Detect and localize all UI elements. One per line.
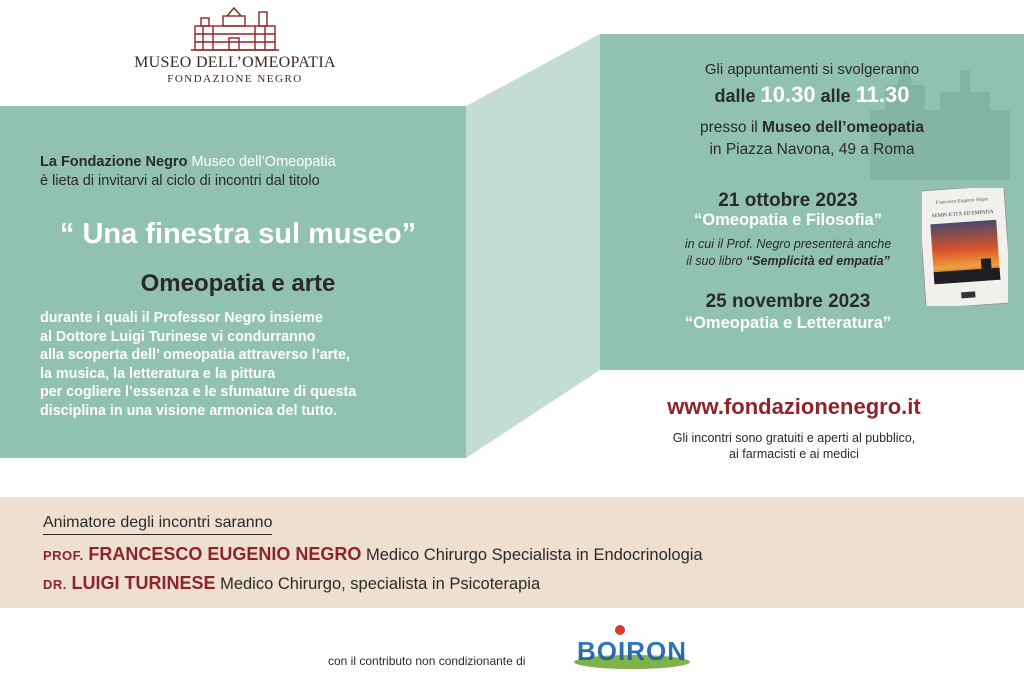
venue-address: in Piazza Navona, 49 a Roma <box>709 141 915 158</box>
book-author: Francesco Eugenio Negro <box>935 197 989 206</box>
description-line: al Dottore Luigi Turinese vi condurranno <box>40 328 316 345</box>
event-series-subtitle: Omeopatia e arte <box>140 270 336 297</box>
description-line: la musica, la letteratura e la pittura <box>40 365 276 382</box>
presenter-2-role: Medico Chirurgo, specialista in Psicoterapia <box>215 575 541 593</box>
boiron-wordmark: BOIRON <box>577 636 687 666</box>
event1-title: “Omeopatia e Filosofia” <box>694 211 882 229</box>
time-to-label: alle <box>815 86 856 106</box>
boiron-logo <box>570 622 694 672</box>
sponsor-note: con il contributo non condizionante di <box>328 654 526 668</box>
logo-title: MUSEO DELL’OMEOPATIA <box>134 54 336 71</box>
event1-note: in cui il Prof. Negro presenterà anche <box>684 237 892 251</box>
description-line: disciplina in una visione armonica del tutto. <box>40 402 338 419</box>
presenter-1-title: PROF. <box>43 548 84 563</box>
description-body <box>40 309 460 421</box>
book-note-prefix: il suo libro <box>686 254 746 268</box>
schedule-intro: Gli appuntamenti si svolgeranno <box>704 61 920 78</box>
book-cover-image <box>922 188 1008 306</box>
venue-line <box>600 119 1024 137</box>
presenter-1-name: FRANCESCO EUGENIO NEGRO <box>88 544 362 564</box>
website-link[interactable]: www.fondazionenegro.it <box>667 394 921 419</box>
presenter-1 <box>43 544 703 565</box>
book-title: SEMPLICITÀ ED EMPATIA <box>931 208 994 220</box>
event2-date: 25 novembre 2023 <box>705 291 871 312</box>
free-entry-audience: ai farmacisti e ai medici <box>729 447 859 461</box>
free-entry-note: Gli incontri sono gratuiti e aperti al pubblico, <box>672 431 916 445</box>
schedule-time <box>600 82 1024 108</box>
time-start: 10.30 <box>760 82 816 107</box>
time-end: 11.30 <box>855 82 910 107</box>
presenter-1-role: Medico Chirurgo Specialista in Endocrinologia <box>361 546 703 564</box>
book-note-title: “Semplicità ed empatia” <box>745 254 890 268</box>
event1-book-note <box>618 254 958 268</box>
presenter-2-title: DR. <box>43 577 67 592</box>
logo-subtitle: FONDAZIONE NEGRO <box>167 73 303 85</box>
venue-prefix: presso il <box>700 119 763 136</box>
time-from-label: dalle <box>714 86 761 106</box>
intro-foundation: La Fondazione Negro <box>40 154 188 170</box>
venue-name: Museo dell’omeopatia <box>762 119 924 136</box>
event1-date: 21 ottobre 2023 <box>718 190 858 211</box>
event-series-title: “ Una finestra sul museo” <box>59 218 417 250</box>
perspective-window-frame <box>466 34 600 458</box>
presenters-heading: Animatore degli incontri saranno <box>43 514 272 535</box>
boiron-dot-icon <box>615 625 625 635</box>
presenter-2 <box>43 573 540 594</box>
intro-text <box>40 153 440 191</box>
intro-invite: è lieta di invitarvi al ciclo di incontri dal titolo <box>40 173 320 189</box>
description-line: durante i quali il Professor Negro insieme <box>40 310 323 326</box>
description-line: alla scoperta dell’ omeopatia attraverso l’arte, <box>40 347 350 364</box>
museum-logo <box>120 6 350 85</box>
presenter-2-name: LUIGI TURINESE <box>71 573 216 593</box>
intro-museum: Museo dell’Omeopatia <box>187 154 336 170</box>
description-line: per cogliere l’essenza e le sfumature di questa <box>40 384 357 401</box>
museum-building-icon <box>189 6 281 52</box>
event2-title: “Omeopatia e Letteratura” <box>684 314 892 332</box>
